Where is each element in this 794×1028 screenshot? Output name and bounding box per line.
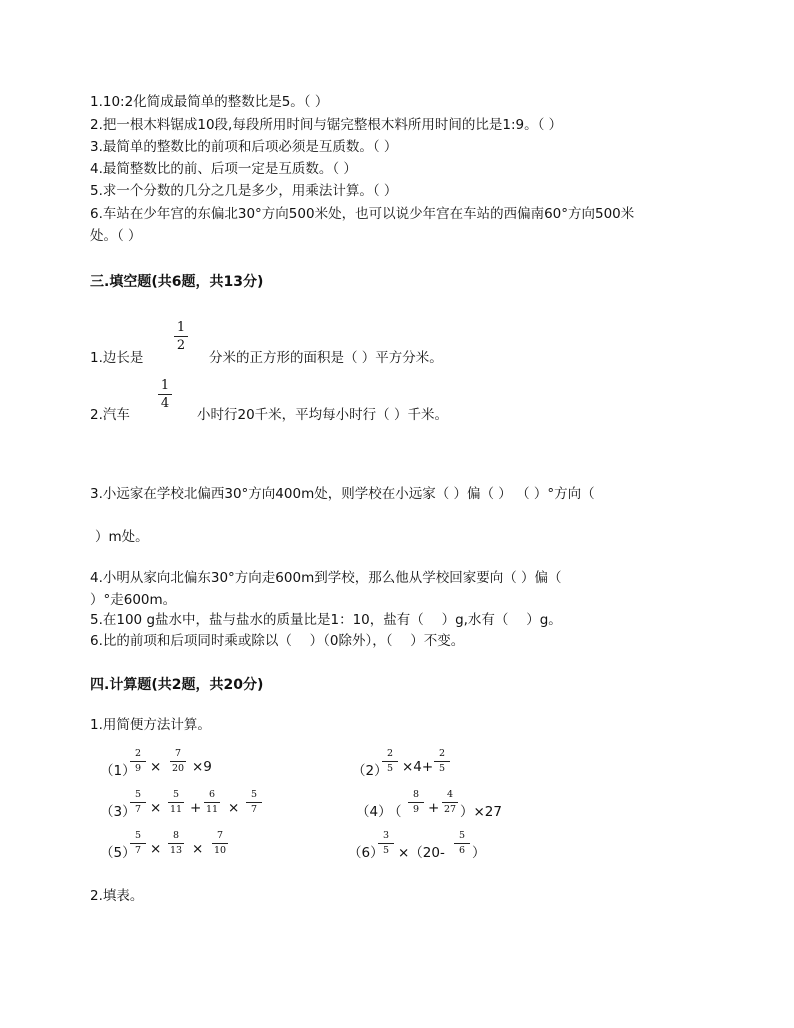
fraction: 2 5 bbox=[382, 749, 398, 773]
fill-q2-post: 小时行20千米，平均每小时行（ ）千米。 bbox=[197, 407, 448, 423]
times-sign: × bbox=[150, 841, 162, 857]
fraction: 5 6 bbox=[454, 831, 470, 855]
judge-item-6-cont: 处。（ ） bbox=[90, 228, 142, 244]
fraction: 2 9 bbox=[130, 749, 146, 773]
plus-sign: + bbox=[428, 800, 440, 816]
problem-label: （4） bbox=[356, 804, 392, 820]
problem-label: （3） bbox=[100, 804, 136, 820]
judge-item-4: 4.最简整数比的前、后项一定是互质数。（ ） bbox=[90, 161, 357, 177]
fill-q2-fraction: 1 4 bbox=[158, 379, 172, 410]
fill-q4-line2: ）°走600m。 bbox=[90, 592, 177, 608]
times-sign: × bbox=[192, 841, 204, 857]
times-sign: × bbox=[228, 800, 240, 816]
fill-q3-line1: 3.小远家在学校北偏西30°方向400m处，则学校在小远家（ ）偏（ ） （ ）°方向（ bbox=[90, 486, 595, 502]
calc-problem-1 bbox=[100, 746, 340, 786]
problem-label: （1） bbox=[100, 763, 136, 779]
fraction: 4 27 bbox=[443, 789, 457, 815]
fraction: 5 11 bbox=[169, 789, 183, 815]
judge-item-2: 2.把一根木料锯成10段,每段所用时间与锯完整根木料所用时间的比是1:9。（ ） bbox=[90, 117, 563, 133]
fill-q6: 6.比的前项和后项同时乘或除以（ ）（0除外），（ ）不变。 bbox=[90, 633, 465, 649]
problem-label: （6） bbox=[348, 845, 384, 861]
judge-item-3: 3.最简单的整数比的前项和后项必须是互质数。（ ） bbox=[90, 139, 398, 155]
problem-label: （2） bbox=[352, 763, 388, 779]
tail: ）×27 bbox=[460, 804, 502, 820]
fraction: 8 13 bbox=[169, 830, 183, 856]
right-paren: ） bbox=[472, 845, 486, 861]
fraction: 6 11 bbox=[205, 789, 219, 815]
calc-q1-title: 1.用简便方法计算。 bbox=[90, 717, 211, 733]
fraction: 3 5 bbox=[378, 831, 394, 855]
operator: ×4+ bbox=[402, 759, 434, 775]
operator: ×（20- bbox=[398, 845, 445, 861]
calc-problem-6 bbox=[348, 828, 548, 868]
calc-problem-4 bbox=[356, 787, 556, 827]
fill-q1-post: 分米的正方形的面积是（ ）平方分米。 bbox=[209, 350, 443, 366]
left-paren: （ bbox=[388, 804, 402, 820]
plus-sign: + bbox=[190, 800, 202, 816]
section-heading-fill: 三.填空题(共6题，共13分) bbox=[90, 274, 264, 290]
fill-q1-pre: 1.边长是 bbox=[90, 350, 144, 366]
times-sign: × bbox=[150, 800, 162, 816]
calc-problem-2 bbox=[352, 746, 552, 786]
fraction: 7 10 bbox=[213, 830, 227, 856]
tail: ×9 bbox=[192, 759, 212, 775]
section-heading-calc: 四.计算题(共2题，共20分) bbox=[90, 677, 264, 693]
calc-problem-5 bbox=[100, 828, 340, 868]
fraction: 7 20 bbox=[171, 748, 185, 774]
fill-q1-fraction: 1 2 bbox=[174, 321, 188, 352]
judge-item-5: 5.求一个分数的几分之几是多少，用乘法计算。（ ） bbox=[90, 183, 398, 199]
fraction: 2 5 bbox=[434, 749, 450, 773]
fraction: 5 7 bbox=[130, 790, 146, 814]
calc-problem-3 bbox=[100, 787, 340, 827]
times-sign: × bbox=[150, 759, 162, 775]
problem-label: （5） bbox=[100, 845, 136, 861]
fraction: 8 9 bbox=[408, 790, 424, 814]
fill-q2-pre: 2.汽车 bbox=[90, 407, 130, 423]
fraction: 5 7 bbox=[246, 790, 262, 814]
fraction: 5 7 bbox=[130, 831, 146, 855]
fill-q3-line2: ）m处。 bbox=[95, 529, 149, 545]
judge-item-6: 6.车站在少年宫的东偏北30°方向500米处，也可以说少年宫在车站的西偏南60°方向500米 bbox=[90, 206, 635, 222]
calc-q2-title: 2.填表。 bbox=[90, 888, 144, 904]
judge-item-1: 1.10:2化简成最简单的整数比是5。（ ） bbox=[90, 94, 329, 110]
fill-q4-line1: 4.小明从家向北偏东30°方向走600m到学校，那么他从学校回家要向（ ）偏（ bbox=[90, 570, 562, 586]
fill-q5: 5.在100 g盐水中，盐与盐水的质量比是1：10，盐有（ ）g,水有（ ）g。 bbox=[90, 612, 562, 628]
